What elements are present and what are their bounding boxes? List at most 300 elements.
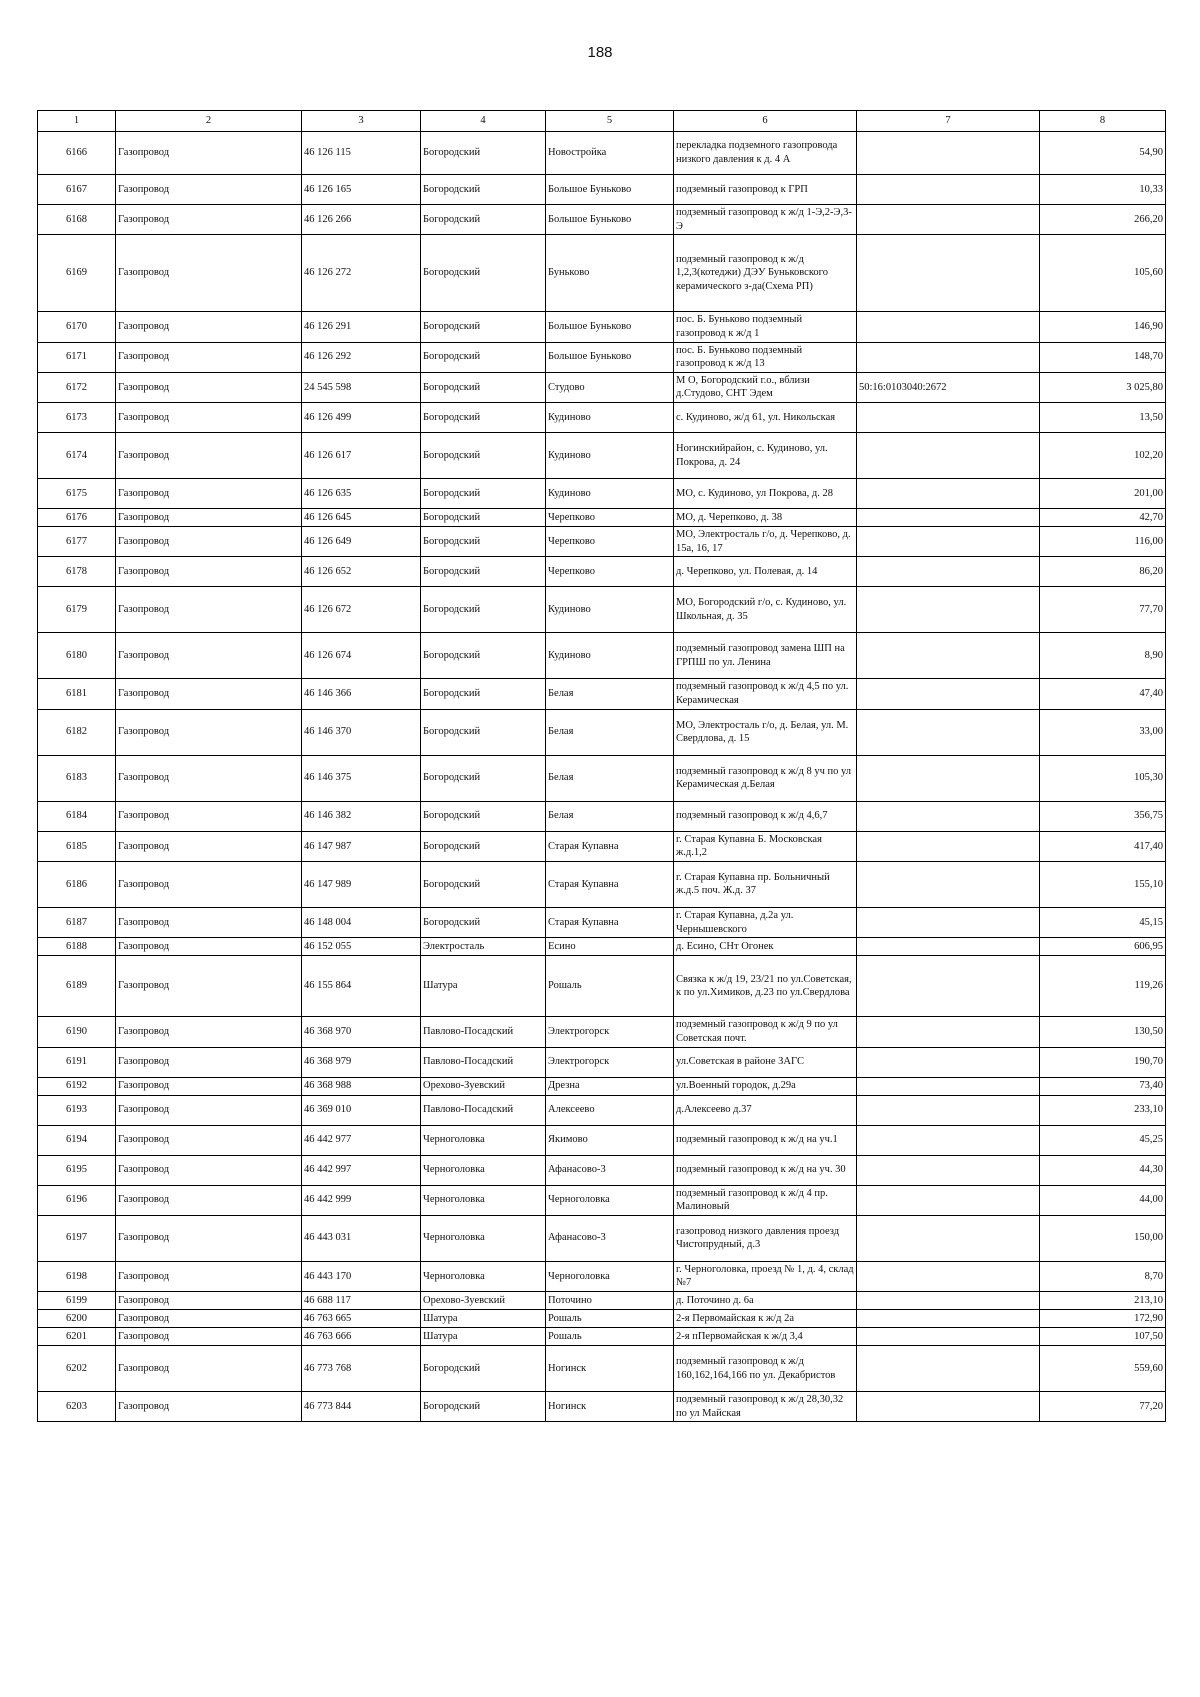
cell-description: пос. Б. Буньково подземный газопровод к ж/д 1	[674, 312, 857, 342]
cell-number: 6167	[38, 175, 116, 205]
cell-number: 6179	[38, 587, 116, 633]
cell-length: 213,10	[1040, 1292, 1166, 1310]
cell-length: 8,70	[1040, 1261, 1166, 1291]
cell-number: 6170	[38, 312, 116, 342]
cell-length: 45,25	[1040, 1125, 1166, 1155]
cell-number: 6194	[38, 1125, 116, 1155]
cell-code: 46 368 988	[302, 1077, 421, 1095]
cell-length: 148,70	[1040, 342, 1166, 372]
cell-cadastral-number	[857, 132, 1040, 175]
cell-district: Богородский	[421, 433, 546, 479]
cell-locality: Ногинск	[546, 1346, 674, 1392]
cell-locality: Кудиново	[546, 587, 674, 633]
cell-object-type: Газопровод	[116, 312, 302, 342]
table-row	[38, 1125, 1166, 1155]
table-header	[38, 111, 1166, 132]
table-row	[38, 433, 1166, 479]
cell-district: Черноголовка	[421, 1125, 546, 1155]
col-header-2: 2	[116, 111, 302, 132]
cell-cadastral-number	[857, 938, 1040, 956]
cell-code: 46 147 989	[302, 861, 421, 907]
cell-length: 45,15	[1040, 907, 1166, 937]
table-row	[38, 175, 1166, 205]
cell-cadastral-number	[857, 709, 1040, 755]
cell-locality: Поточино	[546, 1292, 674, 1310]
cell-description: подземный газопровод к ГРП	[674, 175, 857, 205]
cell-cadastral-number	[857, 1077, 1040, 1095]
cell-description: подземный газопровод к ж/д 160,162,164,166 по ул. Декабристов	[674, 1346, 857, 1392]
cell-length: 356,75	[1040, 801, 1166, 831]
cell-description: перекладка подземного газопровода низкого давления к д. 4 А	[674, 132, 857, 175]
cell-number: 6183	[38, 755, 116, 801]
table-row	[38, 372, 1166, 402]
cell-length: 155,10	[1040, 861, 1166, 907]
cell-cadastral-number	[857, 342, 1040, 372]
cell-district: Богородский	[421, 509, 546, 527]
cell-district: Богородский	[421, 527, 546, 557]
cell-object-type: Газопровод	[116, 1125, 302, 1155]
cell-cadastral-number	[857, 1328, 1040, 1346]
cell-locality: Кудиново	[546, 633, 674, 679]
cell-number: 6185	[38, 831, 116, 861]
cell-object-type: Газопровод	[116, 132, 302, 175]
cell-length: 44,00	[1040, 1185, 1166, 1215]
table-row	[38, 312, 1166, 342]
cell-district: Черноголовка	[421, 1185, 546, 1215]
table-row	[38, 479, 1166, 509]
cell-number: 6172	[38, 372, 116, 402]
cell-code: 46 126 272	[302, 235, 421, 312]
cell-code: 46 442 977	[302, 1125, 421, 1155]
cell-number: 6203	[38, 1392, 116, 1422]
cell-description: подземный газопровод замена ШП на ГРПШ по ул. Ленина	[674, 633, 857, 679]
cell-locality: Ногинск	[546, 1392, 674, 1422]
cell-locality: Есино	[546, 938, 674, 956]
cell-length: 146,90	[1040, 312, 1166, 342]
cell-cadastral-number	[857, 861, 1040, 907]
cell-length: 54,90	[1040, 132, 1166, 175]
cell-length: 8,90	[1040, 633, 1166, 679]
cell-code: 46 126 652	[302, 557, 421, 587]
table-row	[38, 1185, 1166, 1215]
cell-description: газопровод низкого давления проезд Чистопрудный, д.3	[674, 1215, 857, 1261]
table-row	[38, 205, 1166, 235]
cell-length: 606,95	[1040, 938, 1166, 956]
cell-locality: Буньково	[546, 235, 674, 312]
cell-cadastral-number	[857, 479, 1040, 509]
cell-number: 6181	[38, 679, 116, 709]
cell-code: 46 126 266	[302, 205, 421, 235]
cell-number: 6176	[38, 509, 116, 527]
cell-length: 33,00	[1040, 709, 1166, 755]
table-row	[38, 1215, 1166, 1261]
cell-description: д.Алексеево д.37	[674, 1095, 857, 1125]
cell-code: 46 126 645	[302, 509, 421, 527]
cell-length: 233,10	[1040, 1095, 1166, 1125]
cell-district: Богородский	[421, 679, 546, 709]
table-row	[38, 1155, 1166, 1185]
cell-object-type: Газопровод	[116, 527, 302, 557]
cell-locality: Кудиново	[546, 433, 674, 479]
cell-object-type: Газопровод	[116, 235, 302, 312]
cell-cadastral-number	[857, 235, 1040, 312]
cell-number: 6193	[38, 1095, 116, 1125]
cell-object-type: Газопровод	[116, 509, 302, 527]
cell-cadastral-number	[857, 633, 1040, 679]
cell-object-type: Газопровод	[116, 433, 302, 479]
cell-locality: Черепково	[546, 557, 674, 587]
cell-description: г. Старая Купавна Б. Московская ж.д.1,2	[674, 831, 857, 861]
cell-district: Богородский	[421, 175, 546, 205]
cell-description: подземный газопровод к ж/д 4,5 по ул. Керамическая	[674, 679, 857, 709]
cell-number: 6200	[38, 1310, 116, 1328]
cell-code: 46 126 617	[302, 433, 421, 479]
cell-length: 77,70	[1040, 587, 1166, 633]
cell-number: 6198	[38, 1261, 116, 1291]
table-row	[38, 1017, 1166, 1047]
cell-code: 46 763 666	[302, 1328, 421, 1346]
cell-length: 73,40	[1040, 1077, 1166, 1095]
cell-locality: Большое Буньково	[546, 342, 674, 372]
cell-code: 46 688 117	[302, 1292, 421, 1310]
cell-code: 46 368 970	[302, 1017, 421, 1047]
cell-district: Богородский	[421, 861, 546, 907]
cell-description: г. Старая Купавна, д.2а ул. Чернышевского	[674, 907, 857, 937]
cell-district: Шатура	[421, 956, 546, 1017]
cell-locality: Старая Купавна	[546, 831, 674, 861]
cell-number: 6186	[38, 861, 116, 907]
cell-cadastral-number	[857, 1310, 1040, 1328]
cell-object-type: Газопровод	[116, 205, 302, 235]
cell-object-type: Газопровод	[116, 1292, 302, 1310]
cell-description: д. Есино, СНт Огонек	[674, 938, 857, 956]
cell-locality: Старая Купавна	[546, 907, 674, 937]
cell-district: Павлово-Посадский	[421, 1047, 546, 1077]
table-row	[38, 1310, 1166, 1328]
cell-district: Богородский	[421, 557, 546, 587]
table-row	[38, 755, 1166, 801]
cell-object-type: Газопровод	[116, 1047, 302, 1077]
cell-cadastral-number	[857, 1017, 1040, 1047]
cell-length: 190,70	[1040, 1047, 1166, 1077]
table-row	[38, 1077, 1166, 1095]
cell-locality: Новостройка	[546, 132, 674, 175]
cell-locality: Кудиново	[546, 479, 674, 509]
cell-description: г. Старая Купавна пр. Больничный ж.д.5 поч. Ж.д. 37	[674, 861, 857, 907]
table-row	[38, 679, 1166, 709]
cell-district: Электросталь	[421, 938, 546, 956]
cell-number: 6192	[38, 1077, 116, 1095]
cell-object-type: Газопровод	[116, 372, 302, 402]
cell-code: 46 147 987	[302, 831, 421, 861]
cell-locality: Рошаль	[546, 1310, 674, 1328]
cell-description: ул.Советская в районе ЗАГС	[674, 1047, 857, 1077]
cell-description: подземный газопровод к ж/д 4,6,7	[674, 801, 857, 831]
cell-length: 172,90	[1040, 1310, 1166, 1328]
cell-object-type: Газопровод	[116, 557, 302, 587]
cell-description: МО, Электросталь г/о, д. Белая, ул. М. Свердлова, д. 15	[674, 709, 857, 755]
cell-object-type: Газопровод	[116, 1077, 302, 1095]
cell-length: 417,40	[1040, 831, 1166, 861]
cell-district: Богородский	[421, 633, 546, 679]
cell-cadastral-number	[857, 907, 1040, 937]
cell-code: 24 545 598	[302, 372, 421, 402]
cell-description: МО, с. Кудиново, ул Покрова, д. 28	[674, 479, 857, 509]
cell-cadastral-number	[857, 1392, 1040, 1422]
table-row	[38, 861, 1166, 907]
cell-district: Богородский	[421, 235, 546, 312]
table-row	[38, 509, 1166, 527]
cell-cadastral-number	[857, 403, 1040, 433]
cell-code: 46 126 674	[302, 633, 421, 679]
cell-locality: Рошаль	[546, 956, 674, 1017]
cell-number: 6187	[38, 907, 116, 937]
cell-length: 102,20	[1040, 433, 1166, 479]
cell-description: г. Черноголовка, проезд № 1, д. 4, склад №7	[674, 1261, 857, 1291]
cell-code: 46 763 665	[302, 1310, 421, 1328]
table-row	[38, 907, 1166, 937]
cell-number: 6197	[38, 1215, 116, 1261]
cell-locality: Черепково	[546, 527, 674, 557]
cell-code: 46 126 165	[302, 175, 421, 205]
cell-object-type: Газопровод	[116, 1310, 302, 1328]
cell-district: Богородский	[421, 709, 546, 755]
cell-code: 46 442 997	[302, 1155, 421, 1185]
cell-district: Павлово-Посадский	[421, 1017, 546, 1047]
cell-object-type: Газопровод	[116, 633, 302, 679]
table-row	[38, 587, 1166, 633]
table-row	[38, 557, 1166, 587]
cell-cadastral-number	[857, 1215, 1040, 1261]
cell-length: 105,60	[1040, 235, 1166, 312]
page-number: 188	[587, 44, 613, 61]
cell-district: Богородский	[421, 403, 546, 433]
cell-locality: Большое Буньково	[546, 175, 674, 205]
cell-number: 6188	[38, 938, 116, 956]
cell-object-type: Газопровод	[116, 1017, 302, 1047]
col-header-8: 8	[1040, 111, 1166, 132]
cell-code: 46 126 292	[302, 342, 421, 372]
cell-length: 119,26	[1040, 956, 1166, 1017]
cell-number: 6201	[38, 1328, 116, 1346]
cell-cadastral-number	[857, 1125, 1040, 1155]
table-row	[38, 1047, 1166, 1077]
cell-cadastral-number	[857, 1155, 1040, 1185]
cell-description: пос. Б. Буньково подземный газопровод к ж/д 13	[674, 342, 857, 372]
cell-code: 46 146 370	[302, 709, 421, 755]
cell-district: Орехово-Зуевский	[421, 1292, 546, 1310]
cell-object-type: Газопровод	[116, 175, 302, 205]
cell-district: Павлово-Посадский	[421, 1095, 546, 1125]
cell-object-type: Газопровод	[116, 1215, 302, 1261]
cell-object-type: Газопровод	[116, 342, 302, 372]
cell-description: подземный газопровод к ж/д 1,2,3(котеджи) ДЭУ Буньковского керамического з-да(Схема РП)	[674, 235, 857, 312]
cell-code: 46 126 499	[302, 403, 421, 433]
cell-cadastral-number	[857, 1292, 1040, 1310]
cell-locality: Черноголовка	[546, 1261, 674, 1291]
cell-cadastral-number	[857, 1261, 1040, 1291]
cell-code: 46 148 004	[302, 907, 421, 937]
cell-cadastral-number	[857, 527, 1040, 557]
cell-length: 3 025,80	[1040, 372, 1166, 402]
cell-locality: Белая	[546, 801, 674, 831]
cell-cadastral-number	[857, 433, 1040, 479]
cell-code: 46 442 999	[302, 1185, 421, 1215]
cell-locality: Студово	[546, 372, 674, 402]
cell-object-type: Газопровод	[116, 1392, 302, 1422]
cell-district: Черноголовка	[421, 1155, 546, 1185]
cell-locality: Черноголовка	[546, 1185, 674, 1215]
cell-locality: Алексеево	[546, 1095, 674, 1125]
cell-length: 47,40	[1040, 679, 1166, 709]
cell-description: подземный газопровод к ж/д 28,30,32 по ул Майская	[674, 1392, 857, 1422]
table-row	[38, 1392, 1166, 1422]
cell-cadastral-number: 50:16:0103040:2672	[857, 372, 1040, 402]
cell-object-type: Газопровод	[116, 755, 302, 801]
cell-number: 6202	[38, 1346, 116, 1392]
cell-district: Богородский	[421, 1392, 546, 1422]
cell-code: 46 773 768	[302, 1346, 421, 1392]
table-row	[38, 831, 1166, 861]
cell-code: 46 146 382	[302, 801, 421, 831]
cell-district: Богородский	[421, 1346, 546, 1392]
col-header-3: 3	[302, 111, 421, 132]
cell-object-type: Газопровод	[116, 1261, 302, 1291]
cell-locality: Белая	[546, 755, 674, 801]
cell-number: 6174	[38, 433, 116, 479]
cell-number: 6175	[38, 479, 116, 509]
cell-locality: Якимово	[546, 1125, 674, 1155]
cell-number: 6199	[38, 1292, 116, 1310]
table-row	[38, 1095, 1166, 1125]
cell-district: Шатура	[421, 1310, 546, 1328]
table-row	[38, 1261, 1166, 1291]
cell-locality: Дрезна	[546, 1077, 674, 1095]
cell-locality: Черепково	[546, 509, 674, 527]
cell-object-type: Газопровод	[116, 1328, 302, 1346]
cell-object-type: Газопровод	[116, 1155, 302, 1185]
cell-locality: Афанасово-3	[546, 1155, 674, 1185]
cell-length: 13,50	[1040, 403, 1166, 433]
cell-length: 86,20	[1040, 557, 1166, 587]
cell-object-type: Газопровод	[116, 801, 302, 831]
cell-district: Богородский	[421, 342, 546, 372]
cell-code: 46 152 055	[302, 938, 421, 956]
cell-length: 105,30	[1040, 755, 1166, 801]
cell-cadastral-number	[857, 587, 1040, 633]
cell-number: 6177	[38, 527, 116, 557]
cell-object-type: Газопровод	[116, 1095, 302, 1125]
cell-locality: Кудиново	[546, 403, 674, 433]
cell-object-type: Газопровод	[116, 679, 302, 709]
cell-cadastral-number	[857, 1095, 1040, 1125]
cell-cadastral-number	[857, 1346, 1040, 1392]
cell-district: Шатура	[421, 1328, 546, 1346]
cell-district: Богородский	[421, 312, 546, 342]
cell-cadastral-number	[857, 205, 1040, 235]
cell-description: подземный газопровод к ж/д на уч. 30	[674, 1155, 857, 1185]
cell-code: 46 146 366	[302, 679, 421, 709]
cell-locality: Электрогорск	[546, 1017, 674, 1047]
cell-number: 6191	[38, 1047, 116, 1077]
cell-object-type: Газопровод	[116, 956, 302, 1017]
header-row	[38, 111, 1166, 132]
cell-number: 6184	[38, 801, 116, 831]
cell-description: 2-я пПервомайская к ж/д 3,4	[674, 1328, 857, 1346]
cell-district: Богородский	[421, 205, 546, 235]
cell-locality: Большое Буньково	[546, 205, 674, 235]
cell-description: Связка к ж/д 19, 23/21 по ул.Советская, к по ул.Химиков, д.23 по ул.Свердлова	[674, 956, 857, 1017]
cell-number: 6189	[38, 956, 116, 1017]
cell-code: 46 773 844	[302, 1392, 421, 1422]
cell-length: 130,50	[1040, 1017, 1166, 1047]
cell-locality: Старая Купавна	[546, 861, 674, 907]
cell-number: 6171	[38, 342, 116, 372]
cell-cadastral-number	[857, 956, 1040, 1017]
cell-object-type: Газопровод	[116, 831, 302, 861]
cell-cadastral-number	[857, 175, 1040, 205]
cell-description: д. Поточино д. 6а	[674, 1292, 857, 1310]
table-body	[38, 132, 1166, 1422]
col-header-5: 5	[546, 111, 674, 132]
cell-district: Черноголовка	[421, 1261, 546, 1291]
cell-district: Черноголовка	[421, 1215, 546, 1261]
cell-number: 6169	[38, 235, 116, 312]
cell-code: 46 126 115	[302, 132, 421, 175]
table-row	[38, 1292, 1166, 1310]
cell-cadastral-number	[857, 755, 1040, 801]
cell-cadastral-number	[857, 509, 1040, 527]
cell-length: 266,20	[1040, 205, 1166, 235]
cell-object-type: Газопровод	[116, 403, 302, 433]
cell-district: Богородский	[421, 132, 546, 175]
cell-code: 46 126 291	[302, 312, 421, 342]
cell-district: Богородский	[421, 587, 546, 633]
cell-cadastral-number	[857, 557, 1040, 587]
cell-length: 150,00	[1040, 1215, 1166, 1261]
cell-length: 116,00	[1040, 527, 1166, 557]
cell-locality: Белая	[546, 709, 674, 755]
cell-code: 46 443 031	[302, 1215, 421, 1261]
cell-code: 46 146 375	[302, 755, 421, 801]
cell-code: 46 369 010	[302, 1095, 421, 1125]
cell-description: подземный газопровод к ж/д на уч.1	[674, 1125, 857, 1155]
cell-object-type: Газопровод	[116, 861, 302, 907]
cell-district: Богородский	[421, 372, 546, 402]
cell-number: 6178	[38, 557, 116, 587]
table-row	[38, 235, 1166, 312]
cell-description: подземный газопровод к ж/д 8 уч по ул Керамическая д.Белая	[674, 755, 857, 801]
cell-locality: Электрогорск	[546, 1047, 674, 1077]
cell-object-type: Газопровод	[116, 587, 302, 633]
cell-cadastral-number	[857, 679, 1040, 709]
cell-code: 46 126 649	[302, 527, 421, 557]
cell-locality: Большое Буньково	[546, 312, 674, 342]
cell-description: с. Кудиново, ж/д 61, ул. Никольская	[674, 403, 857, 433]
cell-cadastral-number	[857, 1047, 1040, 1077]
col-header-7: 7	[857, 111, 1040, 132]
table-row	[38, 956, 1166, 1017]
cell-description: подземный газопровод к ж/д 1-Э,2-Э,3-Э	[674, 205, 857, 235]
cell-district: Богородский	[421, 907, 546, 937]
cell-description: Ногинскийрайон, с. Кудиново, ул. Покрова, д. 24	[674, 433, 857, 479]
cell-number: 6196	[38, 1185, 116, 1215]
cell-object-type: Газопровод	[116, 709, 302, 755]
cell-cadastral-number	[857, 1185, 1040, 1215]
cell-description: подземный газопровод к ж/д 4 пр. Малиновый	[674, 1185, 857, 1215]
cell-description: МО, Электросталь г/о, д. Черепково, д. 15а, 16, 17	[674, 527, 857, 557]
cell-cadastral-number	[857, 312, 1040, 342]
